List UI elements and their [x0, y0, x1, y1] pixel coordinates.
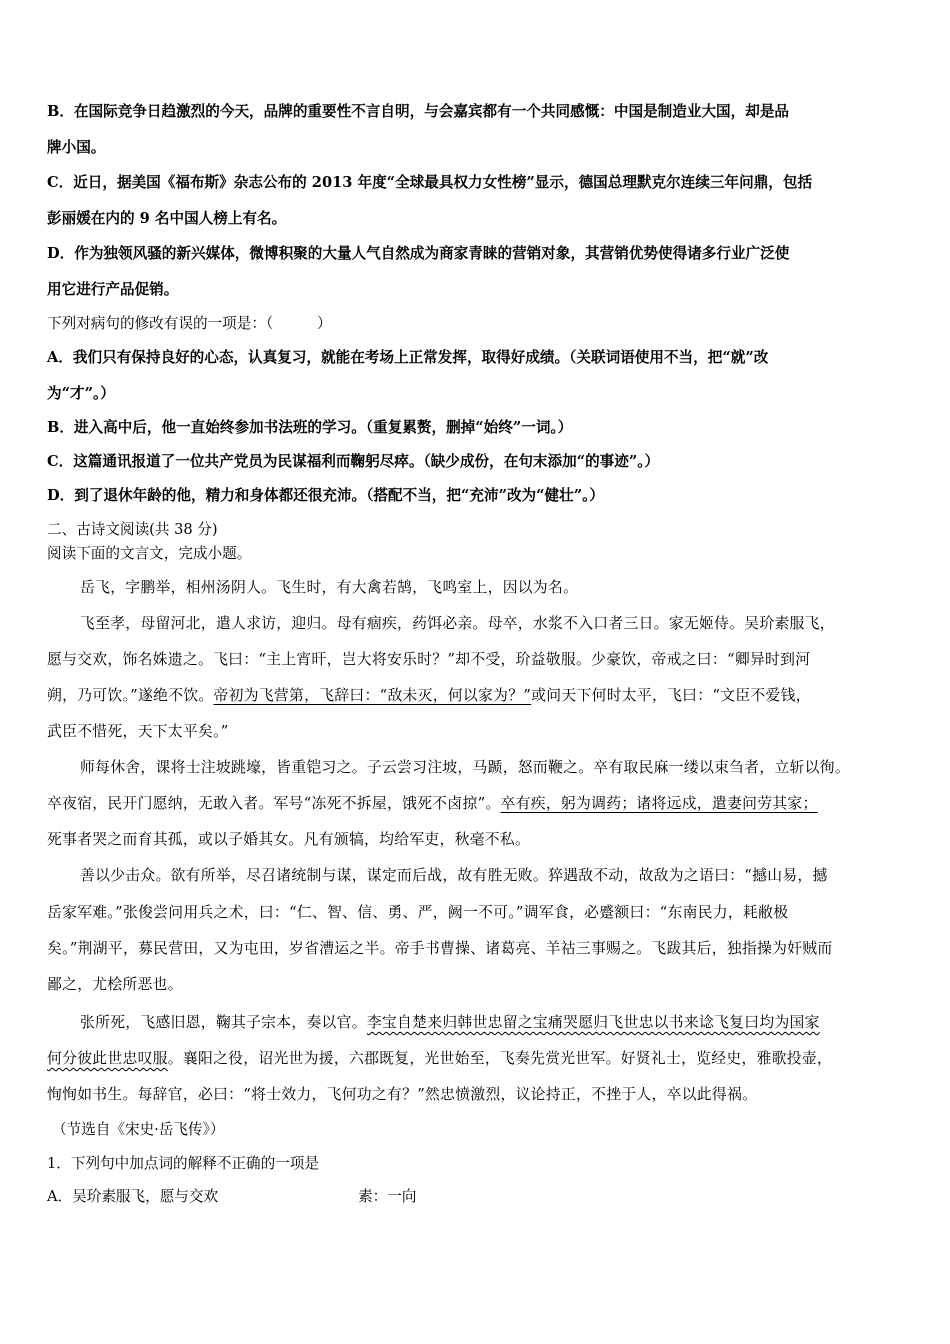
passage-p3-line2 — [47, 794, 818, 814]
question-1-option-a — [47, 1187, 416, 1207]
passage-p4-line1: 善以少击众。欲有所举，尽召诸统制与谋，谋定而后战，故有胜无败。猝遇敌不动，故敌为之语曰：“撼山易，撼 — [80, 867, 828, 884]
passage-p4-line3: 矣。”荆湖平，募民营田，又为屯田，岁省漕运之半。帝手书曹操、诸葛亮、羊祜三事赐之。飞跋其后，独指操为奸贼而 — [47, 940, 833, 957]
fix-option-a-line2: 为“才”。） — [47, 385, 115, 402]
fix-option-c: C．这篇通讯报道了一位共产党员为民谋福利而鞠躬尽瘁。（缺少成份，在句末添加“的事迹”。） — [47, 453, 660, 470]
option-d-line2: 用它进行产品促销。 — [47, 281, 179, 298]
passage-p5-line3: 恂恂如书生。每辞官，必曰：“将士效力，飞何功之有？”然忠愤激烈，议论持正，不挫于人，卒以此得祸。 — [47, 1086, 758, 1103]
passage-p1: 岳飞，字鹏举，相州汤阴人。飞生时，有大禽若鹄，飞鸣室上，因以为名。 — [80, 579, 579, 596]
passage-p2-line3 — [47, 686, 811, 706]
passage-p5-line1-text: 张所死，飞感旧恩，鞠其子宗本，奏以官。 — [80, 1014, 367, 1031]
option-b-line2: 牌小国。 — [47, 139, 106, 156]
section-instruction: 阅读下面的文言文，完成小题。 — [47, 545, 252, 562]
option-b-line1: B．在国际竞争日趋激烈的今天，品牌的重要性不言自明，与会嘉宾都有一个共同感慨：中国是制造业大国，却是品 — [47, 103, 790, 120]
fix-option-d: D．到了退休年龄的他，精力和身体都还很充沛。（搭配不当，把“充沛”改为“健壮”。） — [47, 487, 605, 504]
passage-p2-line2: 愿与交欢，饰名姝遗之。飞曰：“主上宵旰，岂大将安乐时？”却不受，玠益敬服。少豪饮，帝戒之曰：“卿异时到河 — [47, 651, 811, 668]
passage-p4-line4: 鄙之，尤桧所恶也。 — [47, 976, 183, 993]
passage-p2-line3-text-b: 或问天下何时太平，飞曰：“文臣不爱钱， — [531, 687, 811, 704]
underlined-sentence-1: 帝初为飞营第，飞辞曰：“敌未灭，何以家为？” — [213, 687, 532, 704]
option-c-line2: 彭丽媛在内的 9 名中国人榜上有名。 — [47, 210, 287, 227]
passage-p5-line2-text: 。襄阳之役，诏光世为援，六郡既复，光世始至，飞奏先赏光世军。好贤礼士，览经史，雅歌投壶， — [167, 1050, 833, 1067]
wavy-underlined-sentence-1: 李宝自楚来归韩世忠留之宝痛哭愿归飞世忠以书来谂飞复曰均为国家 — [366, 1014, 820, 1031]
underlined-sentence-2: 卒有疾，躬为调药；诸将远戍，遣妻问劳其家； — [500, 795, 818, 812]
passage-p2-line3-text-a: 朔，乃可饮。”遂绝不饮。 — [47, 687, 214, 704]
option-a-gloss: 素：一向 — [358, 1188, 417, 1205]
passage-p3-line1: 师每休舍，课将士注坡跳壕，皆重铠习之。子云尝习注坡，马踬，怒而鞭之。卒有取民麻一缕以束刍者，立斩以徇。 — [80, 759, 850, 776]
section-heading: 二、古诗文阅读(共 38 分) — [47, 521, 218, 538]
passage-p2-line4: 武臣不惜死，天下太平矣。” — [47, 723, 229, 740]
passage-p5-line1 — [80, 1013, 820, 1033]
passage-p5-line2 — [47, 1049, 832, 1069]
wavy-underlined-sentence-2: 何分彼此世忠叹服 — [47, 1050, 168, 1067]
passage-p3-line3: 死事者哭之而育其孤，或以子婚其女。凡有颁犒，均给军吏，秋毫不私。 — [47, 831, 531, 848]
option-a-sentence: A．吴玠素服飞，愿与交欢 — [47, 1188, 219, 1205]
fix-option-a-line1: A．我们只有保持良好的心态，认真复习，就能在考场上正常发挥，取得好成绩。（关联词语使用不当，把“就”改 — [47, 349, 769, 366]
fix-option-b: B．进入高中后，他一直始终参加书法班的学习。（重复累赘，删掉“始终”一词。） — [47, 419, 573, 436]
option-d-line1: D．作为独领风骚的新兴媒体，微博积聚的大量人气自然成为商家青睐的营销对象，其营销优势使得诸多行业广泛使 — [47, 245, 790, 262]
passage-source: （节选自《宋史·岳飞传》） — [52, 1121, 225, 1138]
question-1-stem: 1．下列句中加点词的解释不正确的一项是 — [47, 1155, 319, 1172]
option-c-line1: C．近日，据美国《福布斯》杂志公布的 2013 年度“全球最具权力女性榜”显示，德国总理默克尔连续三年问鼎，包括 — [47, 174, 813, 191]
passage-p3-line2-text: 卒夜宿，民开门愿纳，无敢入者。军号“冻死不拆屋，饿死不卤掠”。 — [47, 795, 501, 812]
passage-p2-line1: 飞至孝，母留河北，遣人求访，迎归。母有痼疾，药饵必亲。母卒，水浆不入口者三日。家无姬侍。吴玠素服飞， — [80, 615, 835, 632]
passage-p4-line2: 岳家军难。”张俊尝问用兵之术，曰：“仁、智、信、勇、严，阙一不可。”调军食，必蹙额曰：“东南民力，耗敝极 — [47, 904, 789, 921]
fix-question-stem: 下列对病句的修改有误的一项是：（ ） — [47, 315, 332, 332]
